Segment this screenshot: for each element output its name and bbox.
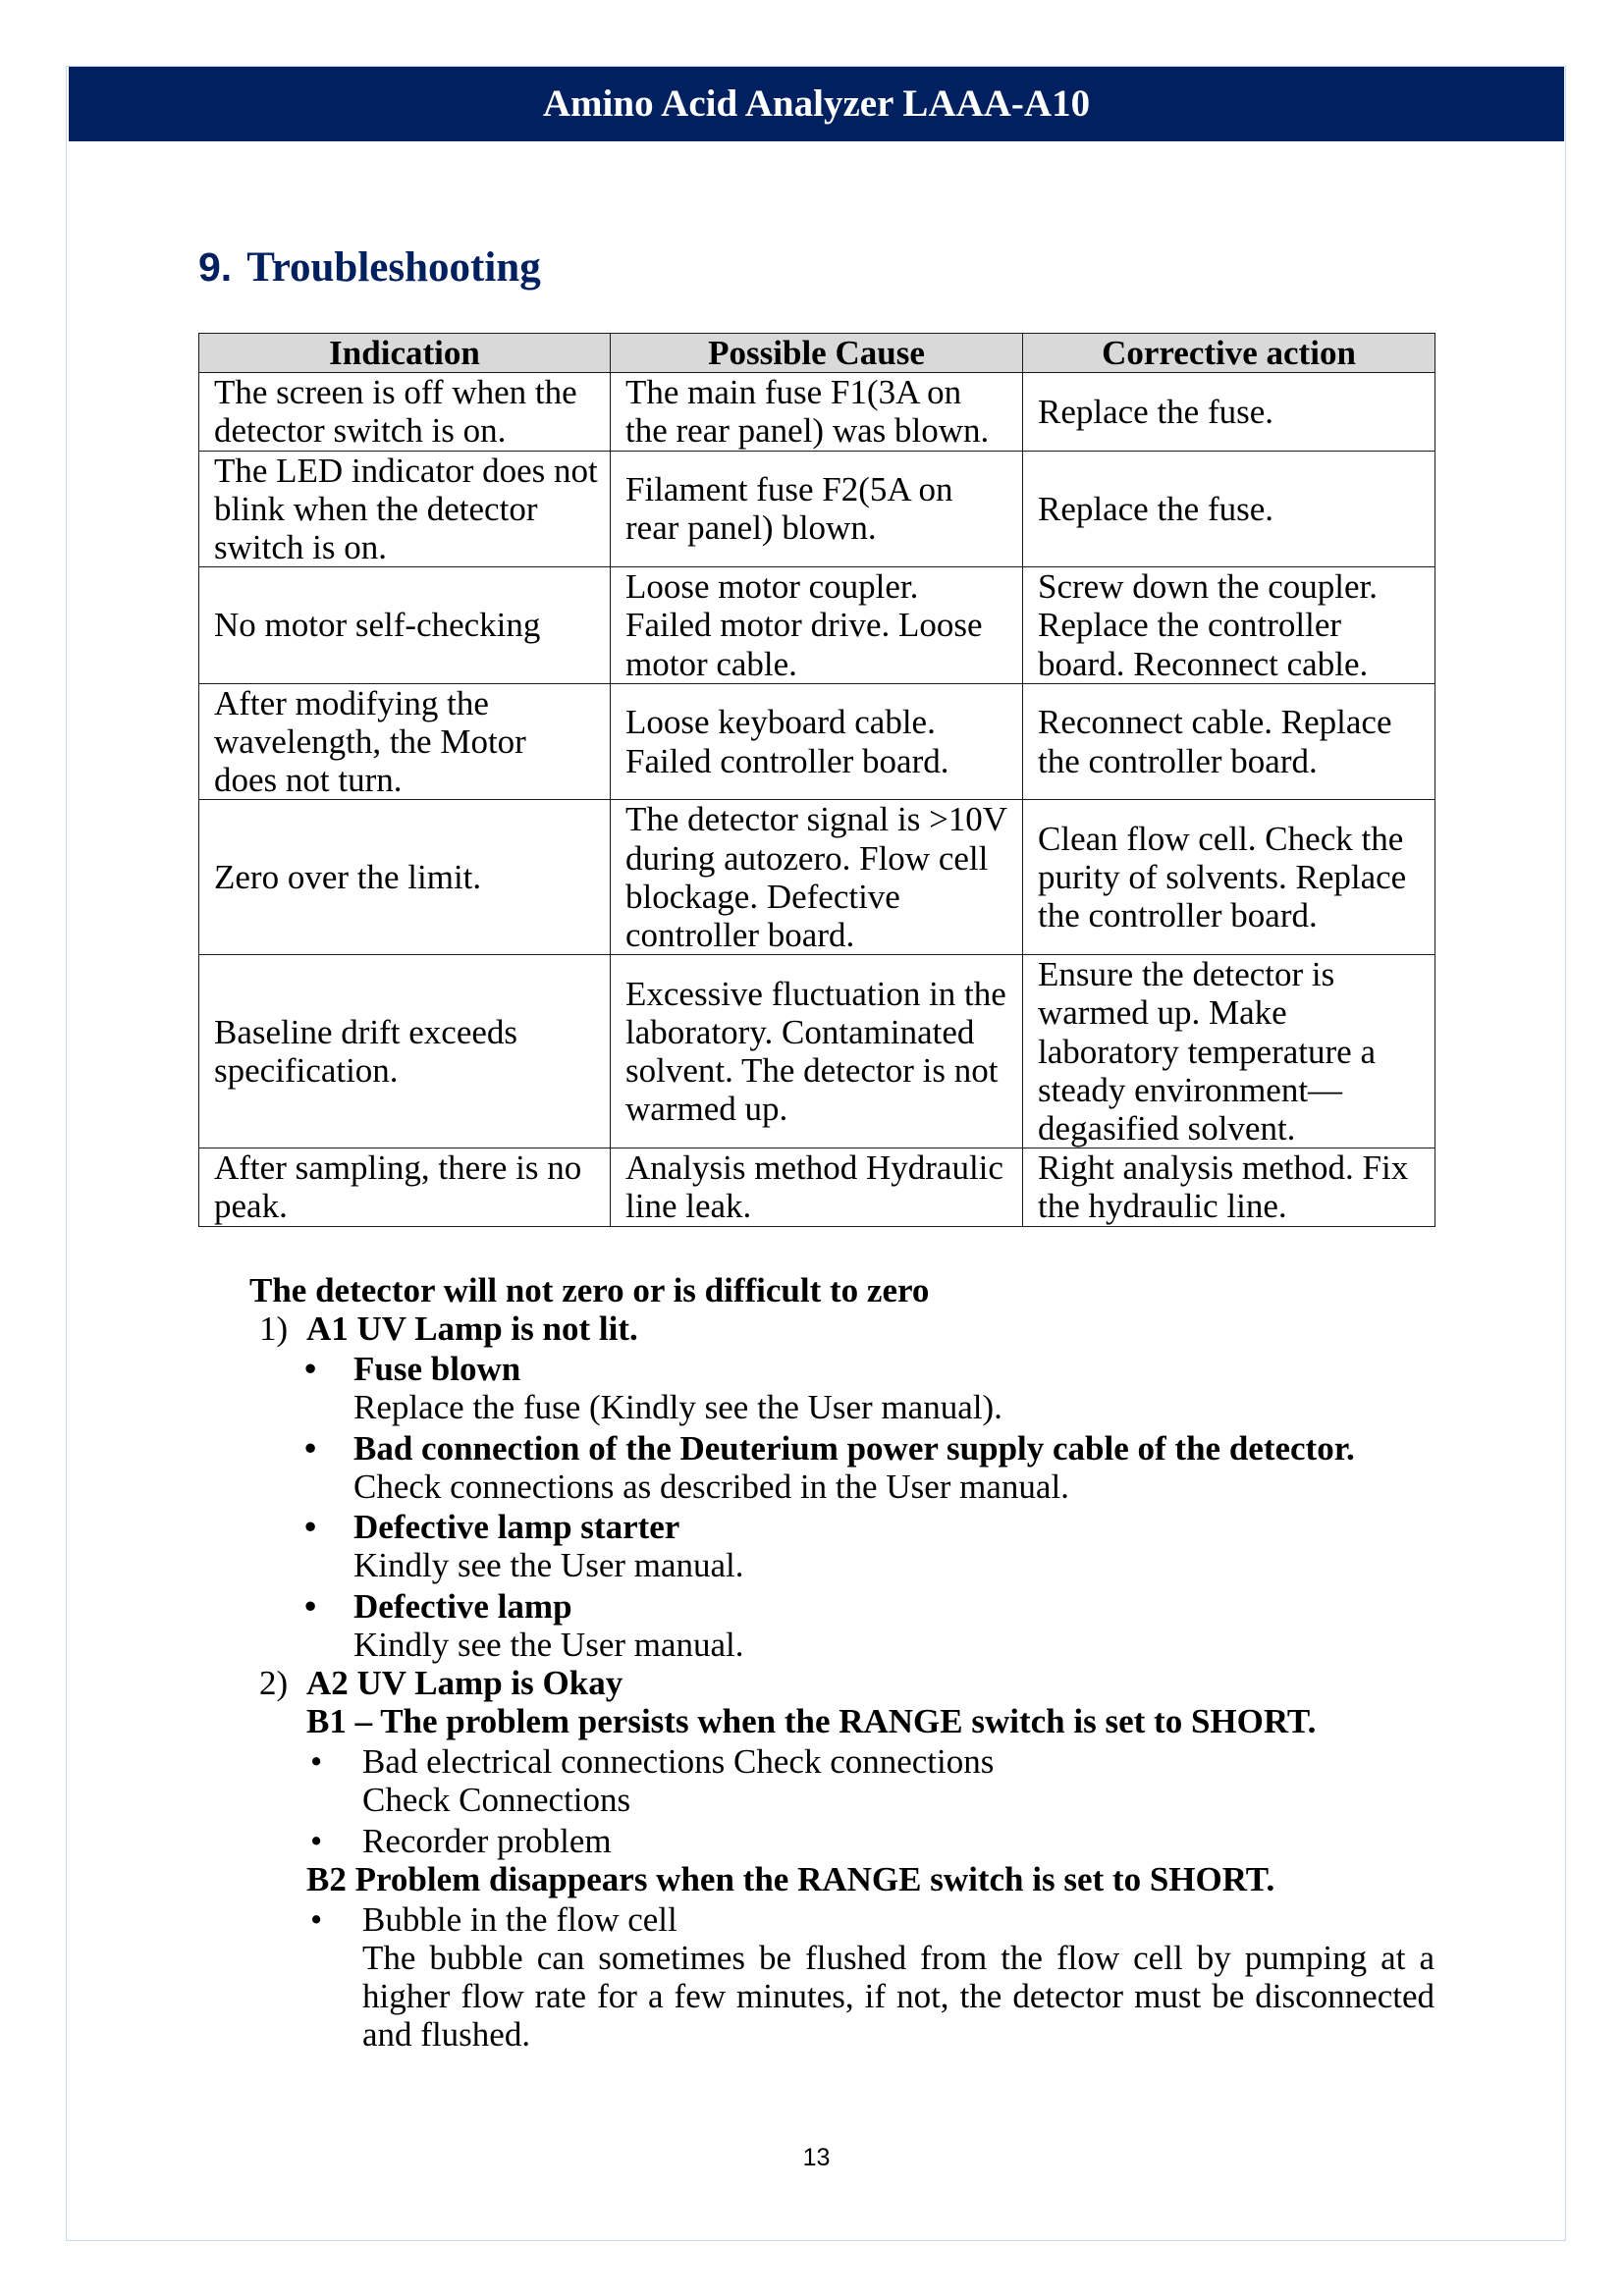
- cell-text-line: the rear panel) was blown.: [625, 411, 990, 451]
- document-title: Amino Acid Analyzer LAAA-A10: [542, 82, 1091, 125]
- cell-text-line: board. Reconnect cable.: [1038, 644, 1369, 683]
- bullet-icon: [304, 1350, 353, 1388]
- bullet-title: Recorder problem: [362, 1821, 612, 1860]
- cell-text-line: motor cable.: [625, 644, 797, 683]
- column-header-indication: Indication: [199, 334, 611, 373]
- table-row: [199, 800, 1435, 955]
- cell-text-line: Ensure the detector is: [1038, 955, 1335, 994]
- cell-text-line: blockage. Defective: [625, 877, 900, 916]
- section-number: 9.: [198, 244, 233, 290]
- cell-text-line: The main fuse F1(3A on: [625, 373, 962, 412]
- page-number: 13: [802, 2144, 831, 2171]
- cell-text-line: The screen is off when the: [214, 373, 577, 412]
- cell-corrective-action: [1023, 567, 1435, 684]
- case-label: A2 UV Lamp is Okay: [306, 1663, 623, 1702]
- cell-text-line: Excessive fluctuation in the: [625, 974, 1006, 1013]
- bullet-item-title: [0, 1587, 1624, 1626]
- cell-text-line: Zero over the limit.: [214, 858, 482, 897]
- cell-text-line: the hydraulic line.: [1038, 1187, 1287, 1226]
- cell-text-line: Reconnect cable. Replace: [1038, 703, 1392, 742]
- cell-text-line: wavelength, the Motor: [214, 722, 526, 762]
- bullet-icon: [304, 1587, 353, 1626]
- cell-indication: [199, 800, 611, 955]
- cell-text-line: warmed up. Make: [1038, 993, 1287, 1033]
- subcase-b1-label: B1 – The problem persists when the RANGE switch is set to SHORT.: [306, 1701, 1317, 1740]
- cell-text-line: peak.: [214, 1187, 288, 1226]
- bullet-icon: [310, 1822, 362, 1860]
- bullet-title: Fuse blown: [353, 1350, 521, 1388]
- case-a1-heading: [0, 1309, 1624, 1348]
- bullet-icon: [310, 1900, 362, 1939]
- bullet-item-title: [0, 1900, 1624, 1939]
- table-row: [199, 955, 1435, 1148]
- paragraph-line: higher flow rate for a few minutes, if not, the detector must be disconnected: [362, 1977, 1435, 2015]
- cell-text-line: rear panel) blown.: [625, 508, 877, 548]
- bullet-icon: [310, 1742, 362, 1781]
- bullet-item-text: Replace the fuse (Kindly see the User manual).: [353, 1388, 1002, 1426]
- cell-indication: [199, 451, 611, 567]
- cell-text-line: the controller board.: [1038, 741, 1318, 780]
- cell-corrective-action: [1023, 1148, 1435, 1226]
- subcase-b2-label: B2 Problem disappears when the RANGE switch is set to SHORT.: [306, 1859, 1275, 1898]
- cell-text-line: specification.: [214, 1051, 399, 1091]
- cell-text-line: does not turn.: [214, 761, 403, 800]
- cell-text-line: Analysis method Hydraulic: [625, 1148, 1003, 1188]
- cell-text-line: blink when the detector: [214, 489, 538, 528]
- cell-possible-cause: [611, 800, 1023, 955]
- cell-text-line: Loose motor coupler.: [625, 567, 919, 607]
- cell-text-line: line leak.: [625, 1187, 752, 1226]
- case-label: A1 UV Lamp is not lit.: [306, 1308, 638, 1348]
- column-header-possible-cause: Possible Cause: [611, 334, 1023, 373]
- cell-corrective-action: [1023, 955, 1435, 1148]
- cell-text-line: Loose keyboard cable.: [625, 703, 936, 742]
- cell-text-line: Replace the fuse.: [1038, 489, 1274, 528]
- cell-text-line: switch is on.: [214, 528, 387, 567]
- section-heading: [198, 242, 541, 293]
- cell-indication: [199, 567, 611, 684]
- cell-corrective-action: [1023, 800, 1435, 955]
- troubleshooting-notes: [0, 1271, 1624, 2055]
- cell-text-line: Failed motor drive. Loose: [625, 606, 983, 645]
- cell-possible-cause: [611, 683, 1023, 800]
- paragraph-line: The bubble can sometimes be flushed from the flow cell by pumping at a: [362, 1939, 1435, 1977]
- cell-text-line: the controller board.: [1038, 896, 1318, 935]
- bullet-item-text: Kindly see the User manual.: [353, 1625, 744, 1664]
- cell-text-line: steady environment—: [1038, 1070, 1343, 1109]
- case-number: 2): [259, 1663, 289, 1702]
- cell-text-line: during autozero. Flow cell: [625, 838, 989, 878]
- cell-indication: [199, 373, 611, 451]
- case-number: 1): [259, 1308, 289, 1348]
- bullet-title: Bubble in the flow cell: [362, 1900, 677, 1939]
- troubleshooting-table: [198, 333, 1435, 1227]
- cell-text-line: controller board.: [625, 916, 855, 955]
- bullet-icon: [304, 1508, 353, 1546]
- bullet-item-title: [0, 1742, 1624, 1781]
- bullet-item-text: Check Connections: [362, 1781, 631, 1819]
- cell-text-line: solvent. The detector is not: [625, 1051, 999, 1091]
- table-row: [199, 451, 1435, 567]
- table-body: [199, 373, 1435, 1226]
- cell-text-line: Failed controller board.: [625, 741, 949, 780]
- cell-text-line: No motor self-checking: [214, 606, 541, 645]
- bullet-title: Defective lamp: [353, 1586, 572, 1626]
- document-header-bar: [69, 67, 1564, 141]
- bullet-item-title: [0, 1429, 1624, 1468]
- cell-text-line: After modifying the: [214, 683, 489, 722]
- table-head: [199, 334, 1435, 373]
- cell-corrective-action: [1023, 451, 1435, 567]
- cell-possible-cause: [611, 955, 1023, 1148]
- bullet-item-title: [0, 1508, 1624, 1546]
- cell-possible-cause: [611, 1148, 1023, 1226]
- cell-possible-cause: [611, 451, 1023, 567]
- cell-text-line: laboratory. Contaminated: [625, 1013, 975, 1052]
- bullet-item-text: Kindly see the User manual.: [353, 1546, 744, 1584]
- section-title: Troubleshooting: [246, 244, 541, 291]
- table-row: [199, 1148, 1435, 1226]
- bullet-title: Bad connection of the Deuterium power supply cable of the detector.: [353, 1428, 1355, 1468]
- cell-indication: [199, 683, 611, 800]
- table-row: [199, 567, 1435, 684]
- cell-text-line: Baseline drift exceeds: [214, 1013, 518, 1052]
- bullet-item-title: [0, 1350, 1624, 1388]
- cell-text-line: The LED indicator does not: [214, 451, 598, 490]
- cell-possible-cause: [611, 567, 1023, 684]
- cell-text-line: After sampling, there is no: [214, 1148, 582, 1188]
- cell-indication: [199, 1148, 611, 1226]
- cell-possible-cause: [611, 373, 1023, 451]
- cell-text-line: Screw down the coupler.: [1038, 567, 1379, 607]
- cell-text-line: Clean flow cell. Check the: [1038, 820, 1404, 859]
- cell-text-line: laboratory temperature a: [1038, 1032, 1376, 1071]
- cell-text-line: purity of solvents. Replace: [1038, 858, 1407, 897]
- paragraph-line: and flushed.: [362, 2015, 531, 2054]
- cell-text-line: Filament fuse F2(5A on: [625, 470, 953, 509]
- table-header-row: [199, 334, 1435, 373]
- column-header-corrective-action: Corrective action: [1023, 334, 1435, 373]
- cell-text-line: Right analysis method. Fix: [1038, 1148, 1409, 1188]
- cell-text-line: warmed up.: [625, 1090, 788, 1129]
- cell-text-line: Replace the controller: [1038, 606, 1342, 645]
- cell-corrective-action: [1023, 683, 1435, 800]
- cell-text-line: The detector signal is >10V: [625, 800, 1008, 839]
- bullet-item-text: Check connections as described in the User manual.: [353, 1467, 1069, 1506]
- cell-indication: [199, 955, 611, 1148]
- cell-text-line: degasified solvent.: [1038, 1109, 1296, 1148]
- notes-title: The detector will not zero or is difficult to zero: [249, 1270, 930, 1309]
- cell-text-line: detector switch is on.: [214, 411, 507, 451]
- table-row: [199, 373, 1435, 451]
- bullet-title: Defective lamp starter: [353, 1508, 680, 1546]
- bullet-item-title: [0, 1822, 1624, 1860]
- bullet-title: Bad electrical connections Check connections: [362, 1742, 995, 1781]
- cell-text-line: Replace the fuse.: [1038, 392, 1274, 431]
- cell-corrective-action: [1023, 373, 1435, 451]
- table-row: [199, 683, 1435, 800]
- case-a2-heading: [0, 1664, 1624, 1702]
- bullet-icon: [304, 1429, 353, 1468]
